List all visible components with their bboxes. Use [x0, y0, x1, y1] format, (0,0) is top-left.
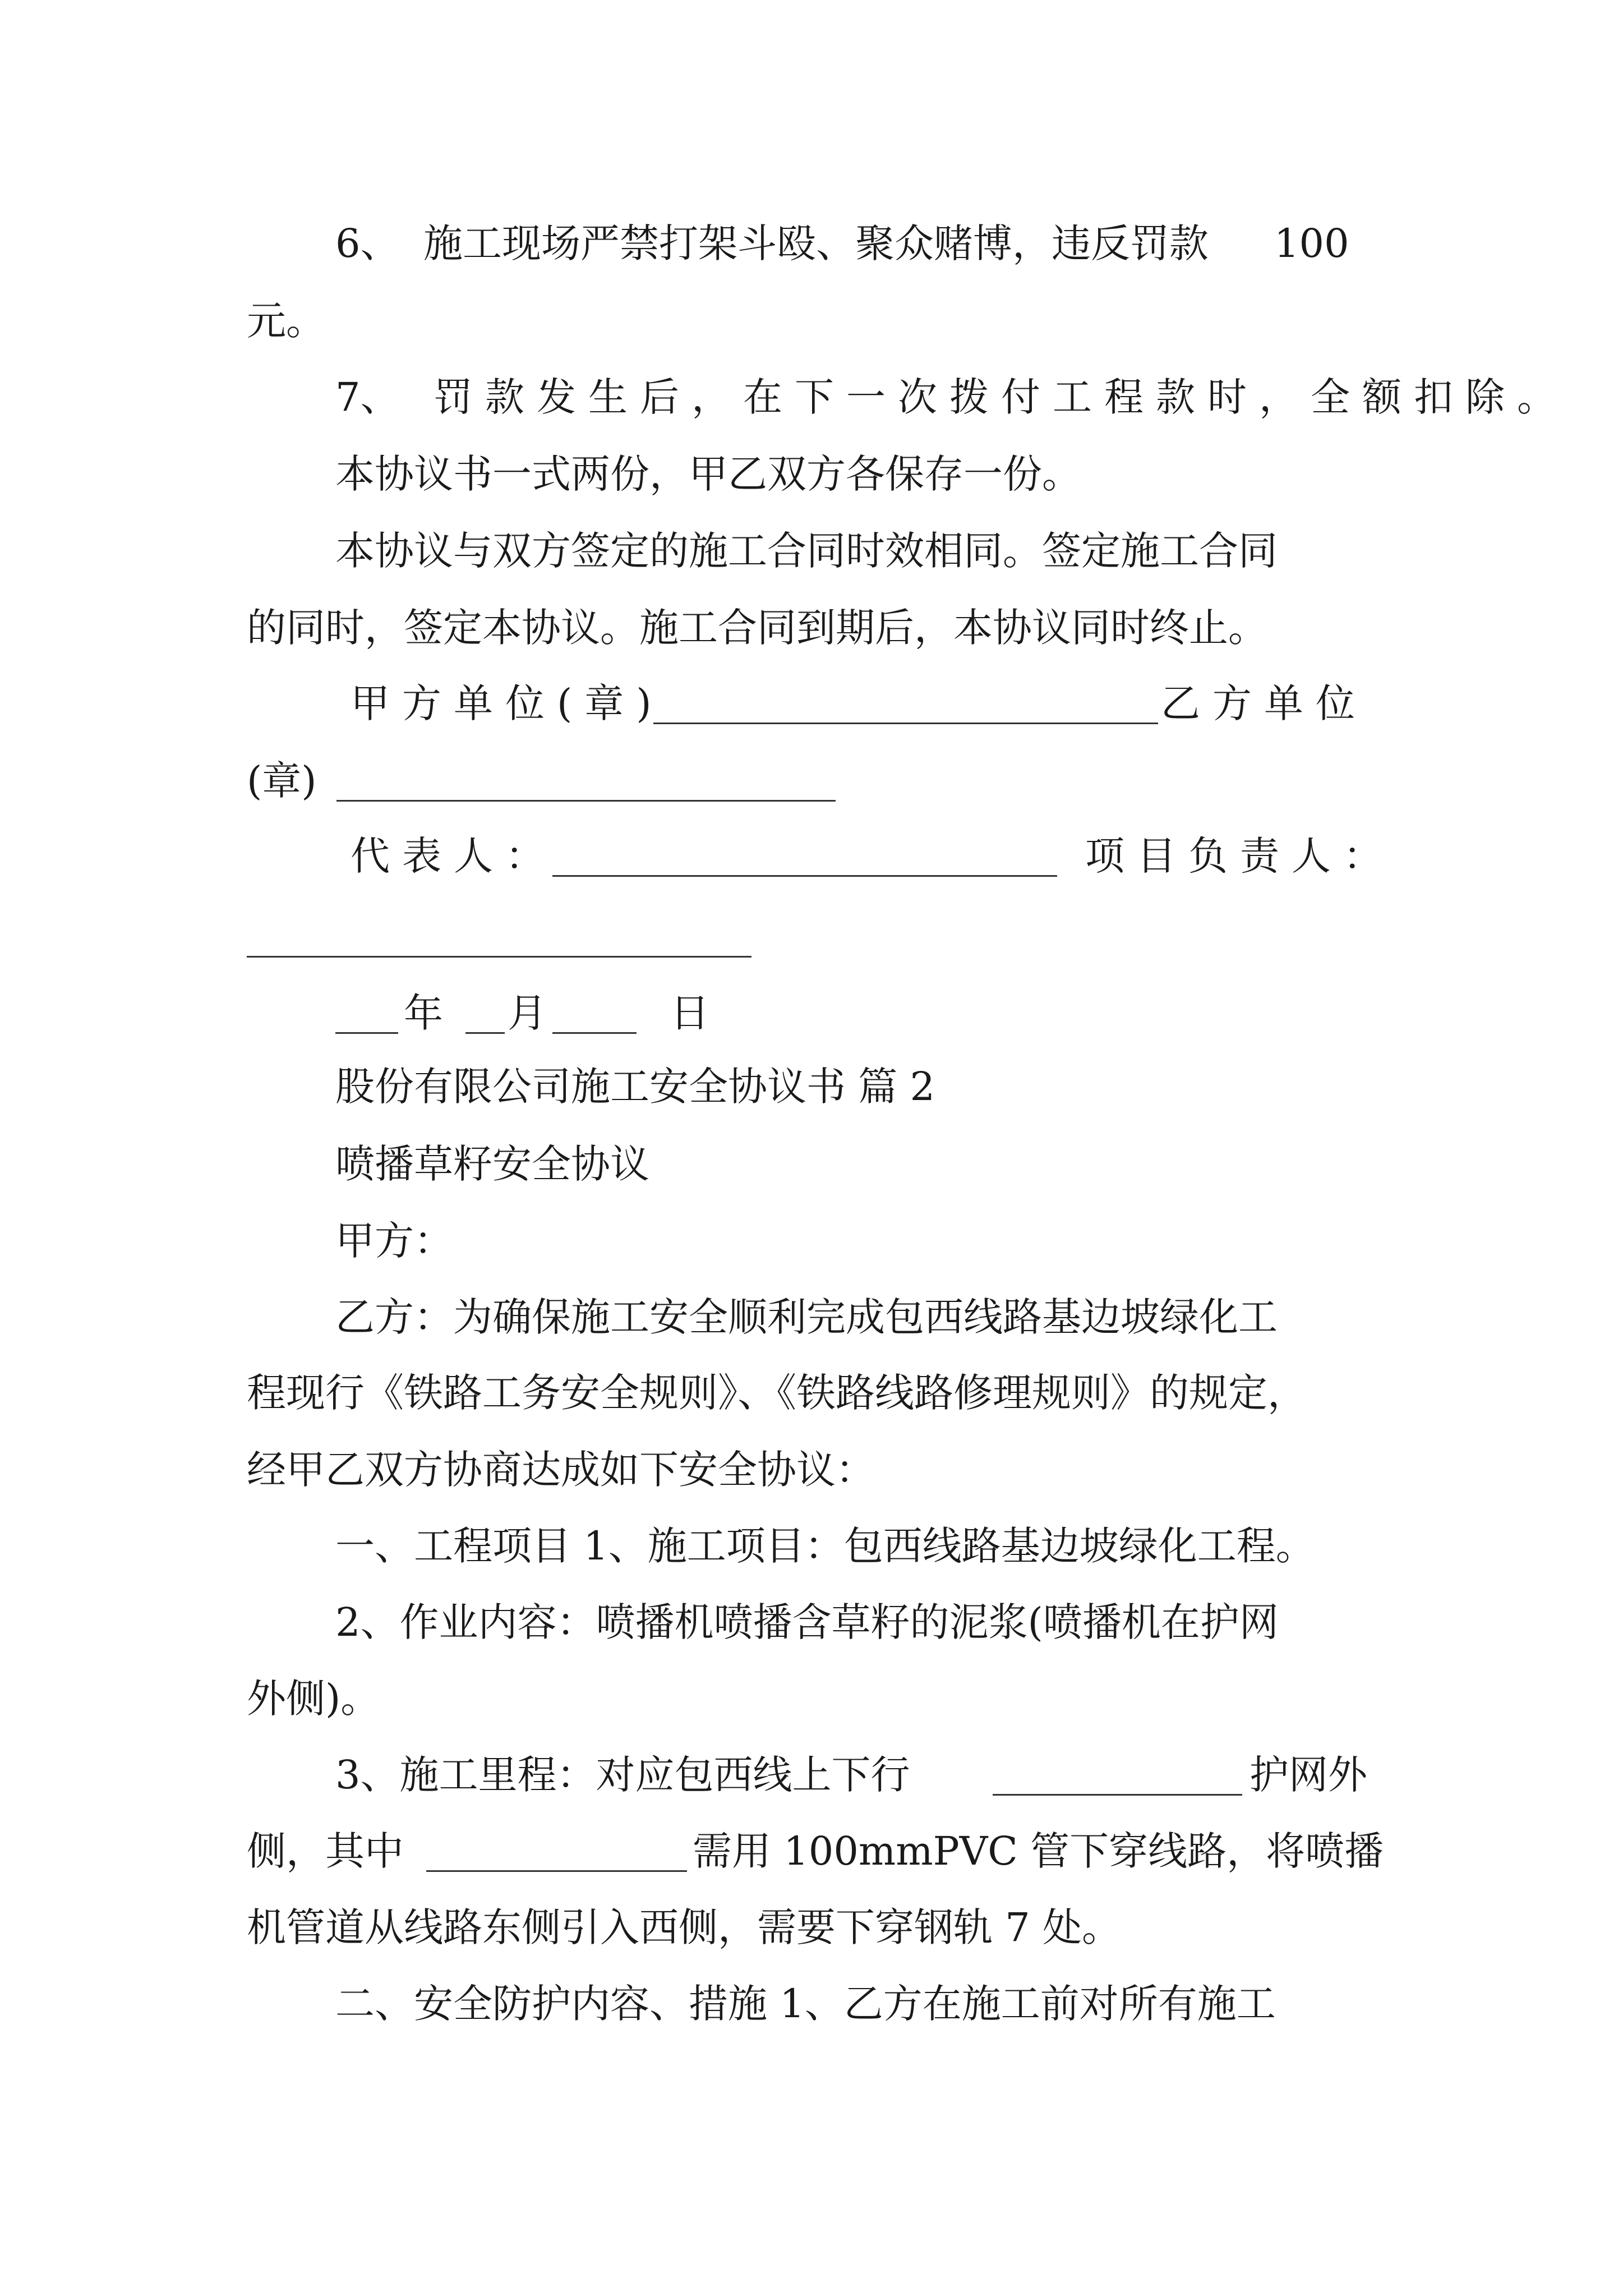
clause-3-text-3: 机管道从线路东侧引入西侧，需要下穿钢轨 7 处。 [247, 1904, 1122, 1950]
project-lead-blank [247, 956, 751, 958]
section-2-title: 股份有限公司施工安全协议书 篇 2 [335, 1064, 935, 1110]
clause-3-text-2b: 需用 100mmPVC 管下穿线路，将喷播 [693, 1828, 1384, 1874]
party-b-seal-line [0, 753, 1623, 809]
signature-unit-line [0, 675, 1623, 731]
item-7-number: 7、 [335, 374, 400, 420]
agreement-title-line [0, 1136, 1623, 1192]
validity-line-2 [0, 600, 1623, 656]
clause-4-line [0, 1976, 1623, 2032]
clause-1-line [0, 1518, 1623, 1574]
copies-text: 本协议书一式两份，甲乙双方各保存一份。 [335, 451, 1081, 497]
year-blank [335, 1032, 398, 1034]
party-b-intro-text-2: 程现行《铁路工务安全规则》、《铁路线路修理规则》的规定， [247, 1370, 1307, 1416]
party-b-unit-label: 乙方单位 [1161, 680, 1367, 726]
item-6-cont-text: 元。 [247, 298, 325, 344]
date-line [0, 985, 1623, 1041]
party-b-seal-blank [336, 800, 836, 802]
item-6-line [0, 215, 1623, 272]
clause-1-text: 一、工程项目 1、施工项目：包西线路基边坡绿化工程。 [335, 1523, 1315, 1569]
validity-text-2: 的同时，签定本协议。施工合同到期后，本协议同时终止。 [247, 605, 1267, 651]
clause-2-line-1 [0, 1594, 1623, 1650]
party-a-label: 甲方： [335, 1218, 453, 1264]
item-6-text: 施工现场严禁打架斗殴、聚众赌博，违反罚款 [423, 220, 1209, 266]
party-b-intro-line-2 [0, 1365, 1623, 1421]
clause-3-line-1 [0, 1747, 1623, 1803]
item-6-number: 6、 [335, 220, 400, 266]
project-lead-label: 项目负责人： [1085, 833, 1395, 879]
item-7-text: 罚款发生后，在下一次拨付工程款时，全额扣除。 [434, 374, 1569, 420]
party-b-intro-text-1: 乙方：为确保施工安全顺利完成包西线路基边坡绿化工 [335, 1294, 1278, 1340]
representative-label: 代表人： [351, 833, 557, 879]
agreement-title: 喷播草籽安全协议 [335, 1141, 649, 1187]
party-b-seal-label: (章) [247, 758, 317, 804]
date-year-label: 年 [404, 990, 443, 1036]
item-6-amount: 100 [1274, 220, 1349, 266]
day-blank [552, 1032, 637, 1034]
validity-line-1 [0, 523, 1623, 579]
project-lead-blank-line [0, 909, 1623, 965]
item-7-line [0, 369, 1623, 425]
clause-3-text-1a: 3、施工里程：对应包西线上下行 [335, 1752, 910, 1798]
party-b-intro-line-1 [0, 1289, 1623, 1345]
clause-2-text-2: 外侧)。 [247, 1676, 380, 1722]
month-blank [465, 1032, 505, 1034]
party-a-unit-blank [653, 723, 1158, 724]
clause-3-line-2 [0, 1823, 1623, 1879]
date-day-label: 日 [670, 990, 709, 1036]
clause-3-section-blank [426, 1870, 687, 1872]
clause-3-text-2a: 侧，其中 [247, 1828, 404, 1874]
copies-line [0, 446, 1623, 502]
validity-text-1: 本协议与双方签定的施工合同时效相同。签定施工合同 [335, 528, 1278, 574]
party-b-intro-line-3 [0, 1442, 1623, 1498]
clause-3-mileage-blank [993, 1794, 1242, 1796]
clause-2-text-1: 2、作业内容：喷播机喷播含草籽的泥浆(喷播机在护网 [335, 1599, 1279, 1645]
date-month-label: 月 [508, 990, 547, 1036]
party-a-unit-label: 甲方单位(章) [351, 680, 664, 726]
clause-3-line-3 [0, 1899, 1623, 1955]
representative-line [0, 828, 1623, 884]
item-6-continuation [0, 293, 1623, 349]
representative-blank [552, 875, 1057, 877]
clause-4-text: 二、安全防护内容、措施 1、乙方在施工前对所有施工 [335, 1981, 1276, 2027]
clause-2-line-2 [0, 1671, 1623, 1727]
party-b-intro-text-3: 经甲乙双方协商达成如下安全协议： [247, 1447, 875, 1493]
clause-3-text-1b: 护网外 [1249, 1752, 1367, 1798]
section-2-title-line [0, 1059, 1623, 1115]
party-a-line [0, 1213, 1623, 1269]
